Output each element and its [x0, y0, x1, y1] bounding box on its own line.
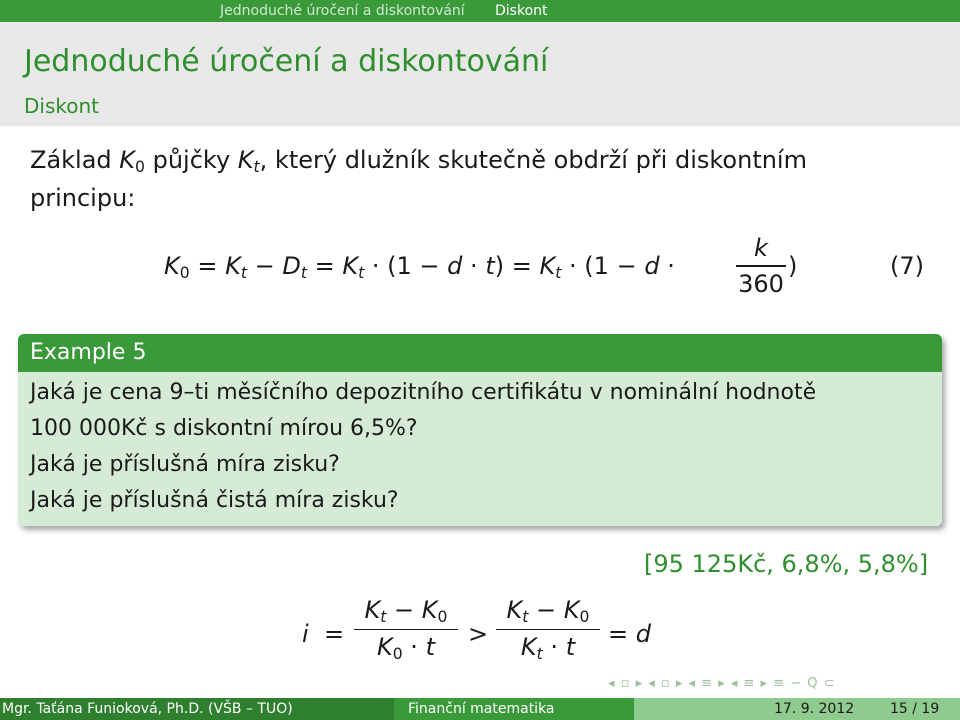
example-line: Jaká je cena 9–ti měsíčního depozitního certifikátu v nominální hodnotě: [30, 380, 817, 405]
example-line: Jaká je příslušná míra zisku?: [30, 452, 340, 477]
example-header: [18, 334, 942, 372]
example-line: Jaká je příslušná čistá míra zisku?: [30, 488, 399, 513]
frame-title: Jednoduché úročení a diskontování: [24, 44, 549, 79]
example-title: Example 5: [30, 340, 147, 365]
intro-text-a: Základ: [30, 146, 120, 174]
intro-text-b: půjčky: [144, 146, 238, 174]
example-line: 100 000Kč s diskontní mírou 6,5%?: [30, 416, 418, 441]
footer-author-section: [0, 698, 394, 720]
example-body: [18, 372, 942, 526]
footer-date-section: [634, 698, 960, 720]
math-subscript-t: t: [253, 157, 260, 176]
footer-bar: [0, 698, 960, 720]
fraction-rate-1: [354, 596, 458, 663]
fraction-numerator: $K_t - K_0$: [506, 596, 590, 626]
equation-rate-eq-d: = d: [608, 620, 651, 648]
fraction-bar: [354, 629, 458, 631]
fraction-k-over-360: [736, 234, 786, 298]
beamer-navigation-symbols[interactable]: ◂ ▫ ▸ ◂ ▫ ▸ ◂ ≡ ▸ ◂ ≡ ▸ ≡ ∽ Q ⊂: [608, 676, 836, 691]
frame-subtitle: Diskont: [24, 94, 99, 118]
equation-number: (7): [890, 252, 924, 280]
fraction-bar: [736, 265, 786, 267]
footer-date: 17. 9. 2012: [774, 701, 855, 717]
fraction-numerator: k: [754, 234, 768, 262]
math-symbol-k: K: [119, 146, 136, 174]
footer-author: Mgr. Taťána Funioková, Ph.D. (VŠB – TUO): [2, 701, 293, 717]
equation-rate-gt: >: [468, 620, 489, 648]
fraction-denominator: $K_0 \cdot t$: [376, 633, 435, 664]
nav-subsection-link[interactable]: Diskont: [495, 3, 548, 19]
math-symbol-k: K: [237, 146, 254, 174]
intro-text-line-1: [30, 146, 807, 176]
math-subscript-0: 0: [135, 157, 145, 176]
fraction-denominator: $K_t \cdot t$: [520, 633, 576, 664]
answer-text: [95 125Kč, 6,8%, 5,8%]: [644, 550, 929, 578]
nav-section-link[interactable]: Jednoduché úročení a diskontování: [220, 3, 465, 19]
equation-rate-i: i: [302, 620, 309, 648]
footer-course: Finanční matematika: [408, 701, 555, 717]
footer-page: 15 / 19: [890, 701, 940, 717]
fraction-numerator: $K_t - K_0$: [364, 596, 448, 626]
top-navigation-bar: [0, 0, 960, 22]
equation-7-left: $K_0 = K_t - D_t = K_t \cdot (1 - d \cdot t) = K_t \cdot (1 - d$ ·: [164, 252, 675, 282]
equation-rate-eq: =: [324, 620, 345, 648]
fraction-denominator: 360: [738, 269, 784, 298]
fraction-rate-2: [496, 596, 600, 663]
equation-7-close-paren: ): [788, 252, 798, 280]
intro-text-line-2: principu:: [30, 184, 136, 212]
fraction-bar: [496, 629, 600, 631]
footer-course-section: [394, 698, 634, 720]
example-block: [18, 334, 942, 526]
intro-text-c: , který dlužník skutečně obdrží při diskontním: [259, 146, 807, 174]
